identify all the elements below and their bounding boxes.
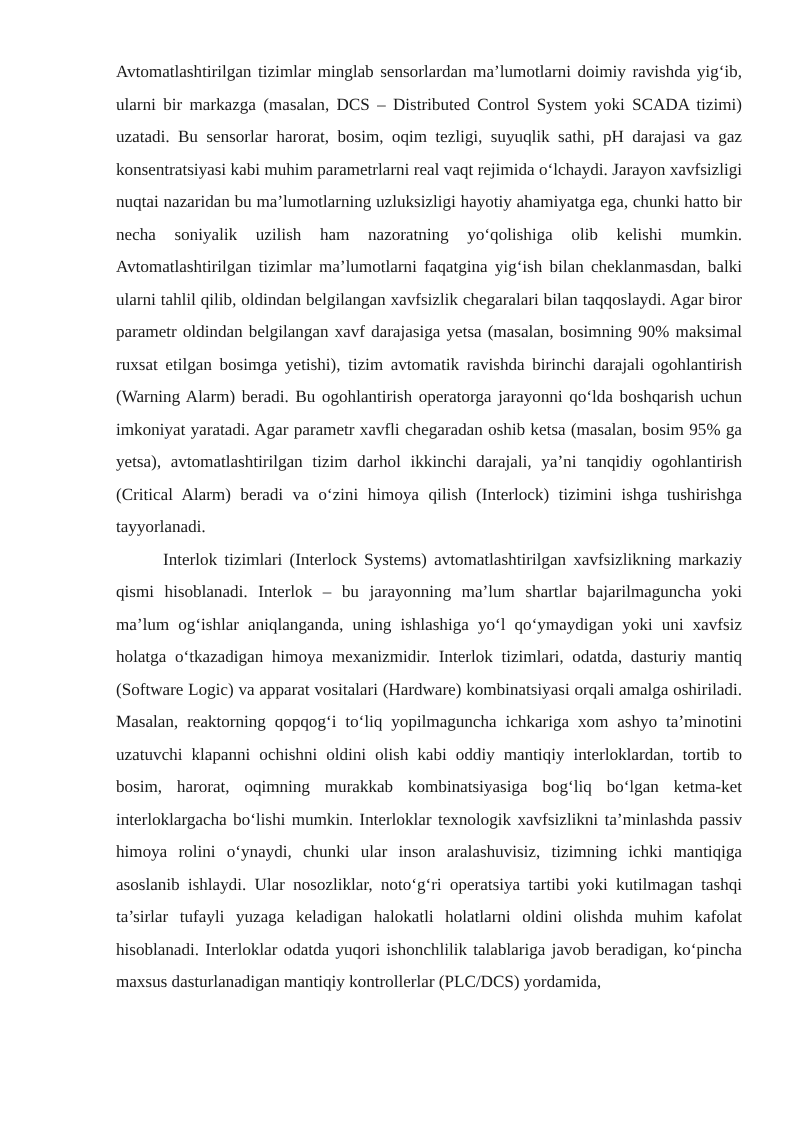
paragraph-interlock-systems: Interlok tizimlari (Interlock Systems) avtomatlashtirilgan xavfsizlikning markaziy qismi hisoblanadi. Interlok – bu jarayonning ma’lum shartlar bajarilmaguncha yoki ma’lum og‘ishlar aniqlanganda, uning ishlashiga yo‘l qo‘ymaydigan yoki uni xavfsiz holatga o‘tkazadigan himoya mexanizmidir. Interlok tizimlari, odatda, dasturiy mantiq (Software Logic) va apparat vositalari (Hardware) kombinatsiyasi orqali amalga oshiriladi. Masalan, reaktorning qopqog‘i to‘liq yopilmaguncha ichkariga xom ashyo ta’minotini uzatuvchi klapanni ochishni oldini olish kabi oddiy mantiqiy interloklardan, tortib to bosim, harorat, oqimning murakkab kombinatsiyasiga bog‘liq bo‘lgan ketma-ket interloklargacha bo‘lishi mumkin. Interloklar texnologik xavfsizlikni ta’minlashda passiv himoya rolini o‘ynaydi, chunki ular inson aralashuvisiz, tizimning ichki mantiqiga asoslanib ishlaydi. Ular nosozliklar, noto‘g‘ri operatsiya tartibi yoki kutilmagan tashqi ta’sirlar tufayli yuzaga keladigan halokatli holatlarni oldini olishda muhim kafolat hisoblanadi. Interloklar odatda yuqori ishonchlilik talablariga javob beradigan, ko‘pincha maxsus dasturlanadigan mantiqiy kontrollerlar (PLC/DCS) yordamida,: [116, 549, 742, 991]
document-page: [116, 56, 742, 999]
paragraph-sensor-data: Avtomatlashtirilgan tizimlar minglab sensorlardan ma’lumotlarni doimiy ravishda yig‘ib, ularni bir markazga (masalan, DCS – Distributed Control System yoki SCADA tizimi) uzatadi. Bu sensorlar harorat, bosim, oqim tezligi, suyuqlik sathi, pH darajasi va gaz konsentratsiyasi kabi muhim parametrlarni real vaqt rejimida o‘lchaydi. Jarayon xavfsizligi nuqtai nazaridan bu ma’lumotlarning uzluksizligi hayotiy ahamiyatga ega, chunki hatto bir necha soniyalik uzilish ham nazoratning yo‘qolishiga olib kelishi mumkin. Avtomatlashtirilgan tizimlar ma’lumotlarni faqatgina yig‘ish bilan cheklanmasdan, balki ularni tahlil qilib, oldindan belgilangan xavfsizlik chegaralari bilan taqqoslaydi. Agar biror parametr oldindan belgilangan xavf darajasiga yetsa (masalan, bosimning 90% maksimal ruxsat etilgan bosimga yetishi), tizim avtomatik ravishda birinchi darajali ogohlantirish (Warning Alarm) beradi. Bu ogohlantirish operatorga jarayonni qo‘lda boshqarish uchun imkoniyat yaratadi. Agar parametr xavfli chegaradan oshib ketsa (masalan, bosim 95% ga yetsa), avtomatlashtirilgan tizim darhol ikkinchi darajali, ya’ni tanqidiy ogohlantirish (Critical Alarm) beradi va o‘zini himoya qilish (Interlock) tizimini ishga tushirishga tayyorlanadi.: [116, 62, 742, 536]
